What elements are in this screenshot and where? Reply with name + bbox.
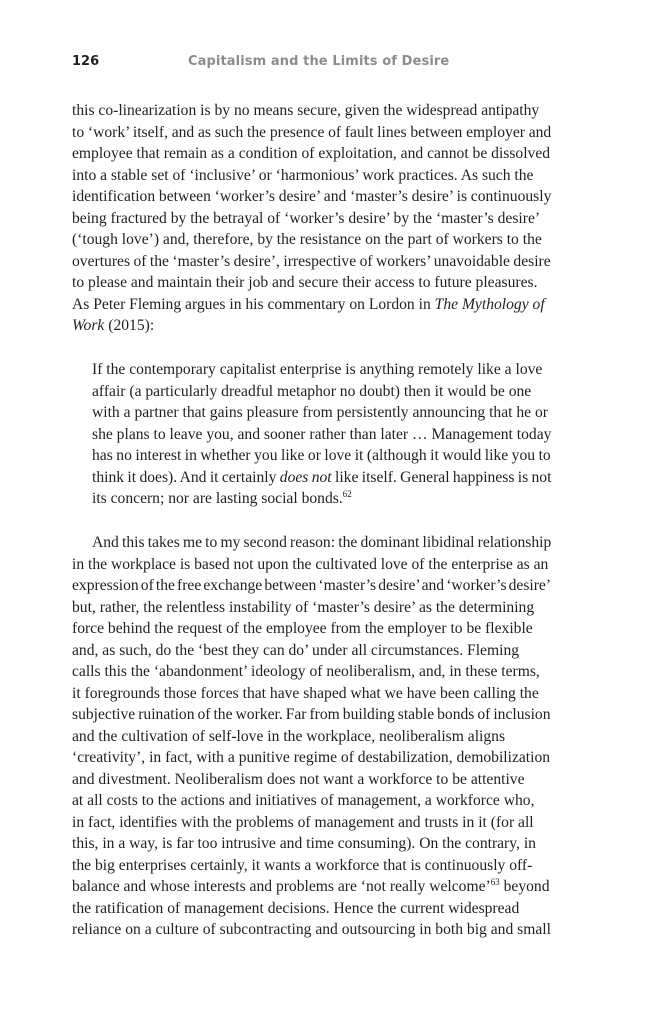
footnote-marker: 62 [342,488,352,499]
text-line: the big enterprises certainly, it wants a workforce that is continuously off- [72,856,533,874]
text-line: calls this the ‘abandonment’ ideology of neoliberalism, and, in these terms, [72,663,540,680]
text-line: the ratification of management decisions. Hence the current widespread [72,899,520,917]
quote-line: If the contemporary capitalist enterprise is anything remotely like a love [92,361,543,378]
text-run: (2015): [104,317,155,334]
page-number: 126 [72,54,100,69]
quote-line [92,467,551,489]
quote-line: she plans to leave you, and sooner rather than later … Management today [92,425,552,443]
text-line: ‘creativity’, in fact, with a punitive regime of destabilization, demobilization [72,749,551,766]
text-run: like itself. General happiness is not [331,468,552,486]
text-line: at all costs to the actions and initiatives of management, a workforce who, [72,792,535,809]
text-line: this, in a way, is far too intrusive and time consuming). On the contrary, in [72,835,536,852]
text-line: identification between ‘worker’s desire’ and ‘master’s desire’ is continuously [72,188,552,205]
text-line: overtures of the ‘master’s desire’, irrespective of workers’ unavoidable desire [72,252,551,270]
body-paragraph-1 [72,100,551,337]
text-line: it foregrounds those forces that have shaped what we have been calling the [72,684,539,702]
text-line: and the cultivation of self-love in the workplace, neoliberalism aligns [72,727,506,745]
body-paragraph-2 [72,532,551,941]
running-title: Capitalism and the Limits of Desire [188,54,450,69]
text-line: subjective ruination of the worker. Far from building stable bonds of inclusion [72,706,551,723]
running-head [72,52,580,72]
quote-line: affair (a particularly dreadful metaphor no doubt) then it would be one [92,382,532,400]
text-line: in the workplace is based not upon the cultivated love of the enterprise as an [72,555,549,573]
text-line: (‘tough love’) and, therefore, by the resistance on the part of workers to the [72,231,542,248]
block-quote [92,359,551,510]
text-line: to ‘work’ itself, and as such the presence of fault lines between employer and [72,123,552,141]
quote-line: has no interest in whether you like or love it (although it would like you to [92,447,551,464]
book-title: The Mythology of [434,295,545,313]
text-line: being fractured by the betrayal of ‘worker’s desire’ by the ‘master’s desire’ [72,209,541,227]
text-line: employee that remain as a condition of exploitation, and cannot be dissolved [72,145,551,162]
quote-line: with a partner that gains pleasure from persistently announcing that he or [92,404,548,421]
text-line: And this takes me to my second reason: the dominant libidinal relationship [92,534,552,551]
text-line: this co-linearization is by no means secure, given the widespread antipathy [72,102,540,119]
text-run: balance and whose interests and problems are ‘not really welcome’ [72,878,491,895]
text-line: and, as such, do the ‘best they can do’ under all circumstances. Fleming [72,641,520,659]
text-line: reliance on a culture of subcontracting and outsourcing in both big and small [72,921,551,938]
text-run: its concern; nor are lasting social bonds. [92,490,343,507]
text-line: into a stable set of ‘inclusive’ or ‘harmonious’ work practices. As such the [72,166,534,184]
footnote-marker: 63 [490,876,500,887]
text-run: As Peter Fleming argues in his commentary on Lordon in [72,295,435,313]
text-line [72,294,551,316]
text-line: to please and maintain their job and secure their access to future pleasures. [72,274,538,291]
text-line: force behind the request of the employee from the employer to be flexible [72,620,533,637]
text-line: in fact, identifies with the problems of management and trusts in it (for all [72,813,534,831]
text-line [72,876,551,898]
text-line [72,315,551,337]
text-line: and divestment. Neoliberalism does not want a workforce to be attentive [72,770,525,788]
book-title: Work [72,317,105,334]
text-line: but, rather, the relentless instability of ‘master’s desire’ as the determining [72,598,535,616]
text-run: beyond [499,878,550,895]
text-line: expression of the free exchange between ‘master’s desire’ and ‘worker’s desire’ [72,577,552,594]
emphasis: does not [279,468,332,486]
quote-line [92,488,551,510]
text-run: think it does). And it certainly [92,468,280,486]
